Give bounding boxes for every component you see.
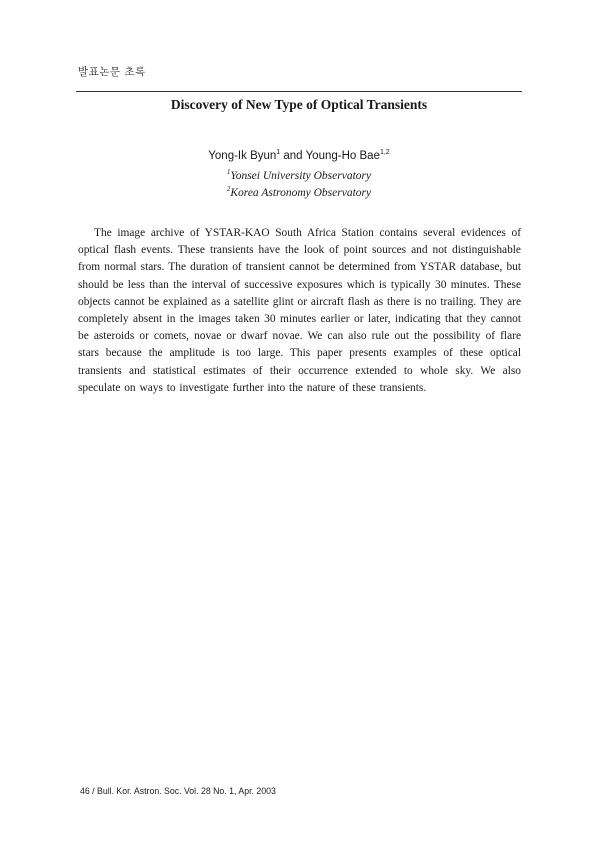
author-affil-mark: 1 <box>276 149 281 157</box>
author-name: Young-Ho Bae <box>305 150 380 162</box>
affiliation <box>76 170 522 182</box>
affiliation <box>76 187 522 199</box>
affiliation-name: Yonsei University Observatory <box>230 170 372 182</box>
header-rule <box>76 91 522 92</box>
affiliation-mark: 2 <box>226 185 231 194</box>
section-label: 발표논문 초록 <box>78 66 146 78</box>
affiliation-name: Korea Astronomy Observatory <box>230 187 372 199</box>
author-name: Yong-Ik Byun <box>208 150 277 162</box>
paper-title: Discovery of New Type of Optical Transients <box>170 97 428 112</box>
abstract-body: The image archive of YSTAR-KAO South Africa Station contains several evidences of optical flash events. These transients have the look of point sources and not distinguishable from normal stars. The duration of transient cannot be determined from YSTAR database, but should be less than the interval of successive exposures which is typically 30 minutes. These objects cannot be explained as a satellite glint or aircraft flash as there is no trailing. They are completely absent in the images taken 30 minutes earlier or later, indicating that they cannot be asteroids or comets, novae or dwarf novae. We can also rule out the possibility of flare stars because the amplitude is too large. This paper presents examples of these optical transients and statistical estimates of their occurrence extended to whole sky. We also speculate on ways to investigate further into the nature of these transients. <box>78 227 521 394</box>
footer-citation: 46 / Bull. Kor. Astron. Soc. Vol. 28 No. 1, Apr. 2003 <box>80 786 276 797</box>
author-affil-mark: 1,2 <box>379 149 390 157</box>
author-joiner: and <box>280 150 306 162</box>
affiliation-mark: 1 <box>226 168 231 177</box>
author-line <box>76 150 522 162</box>
